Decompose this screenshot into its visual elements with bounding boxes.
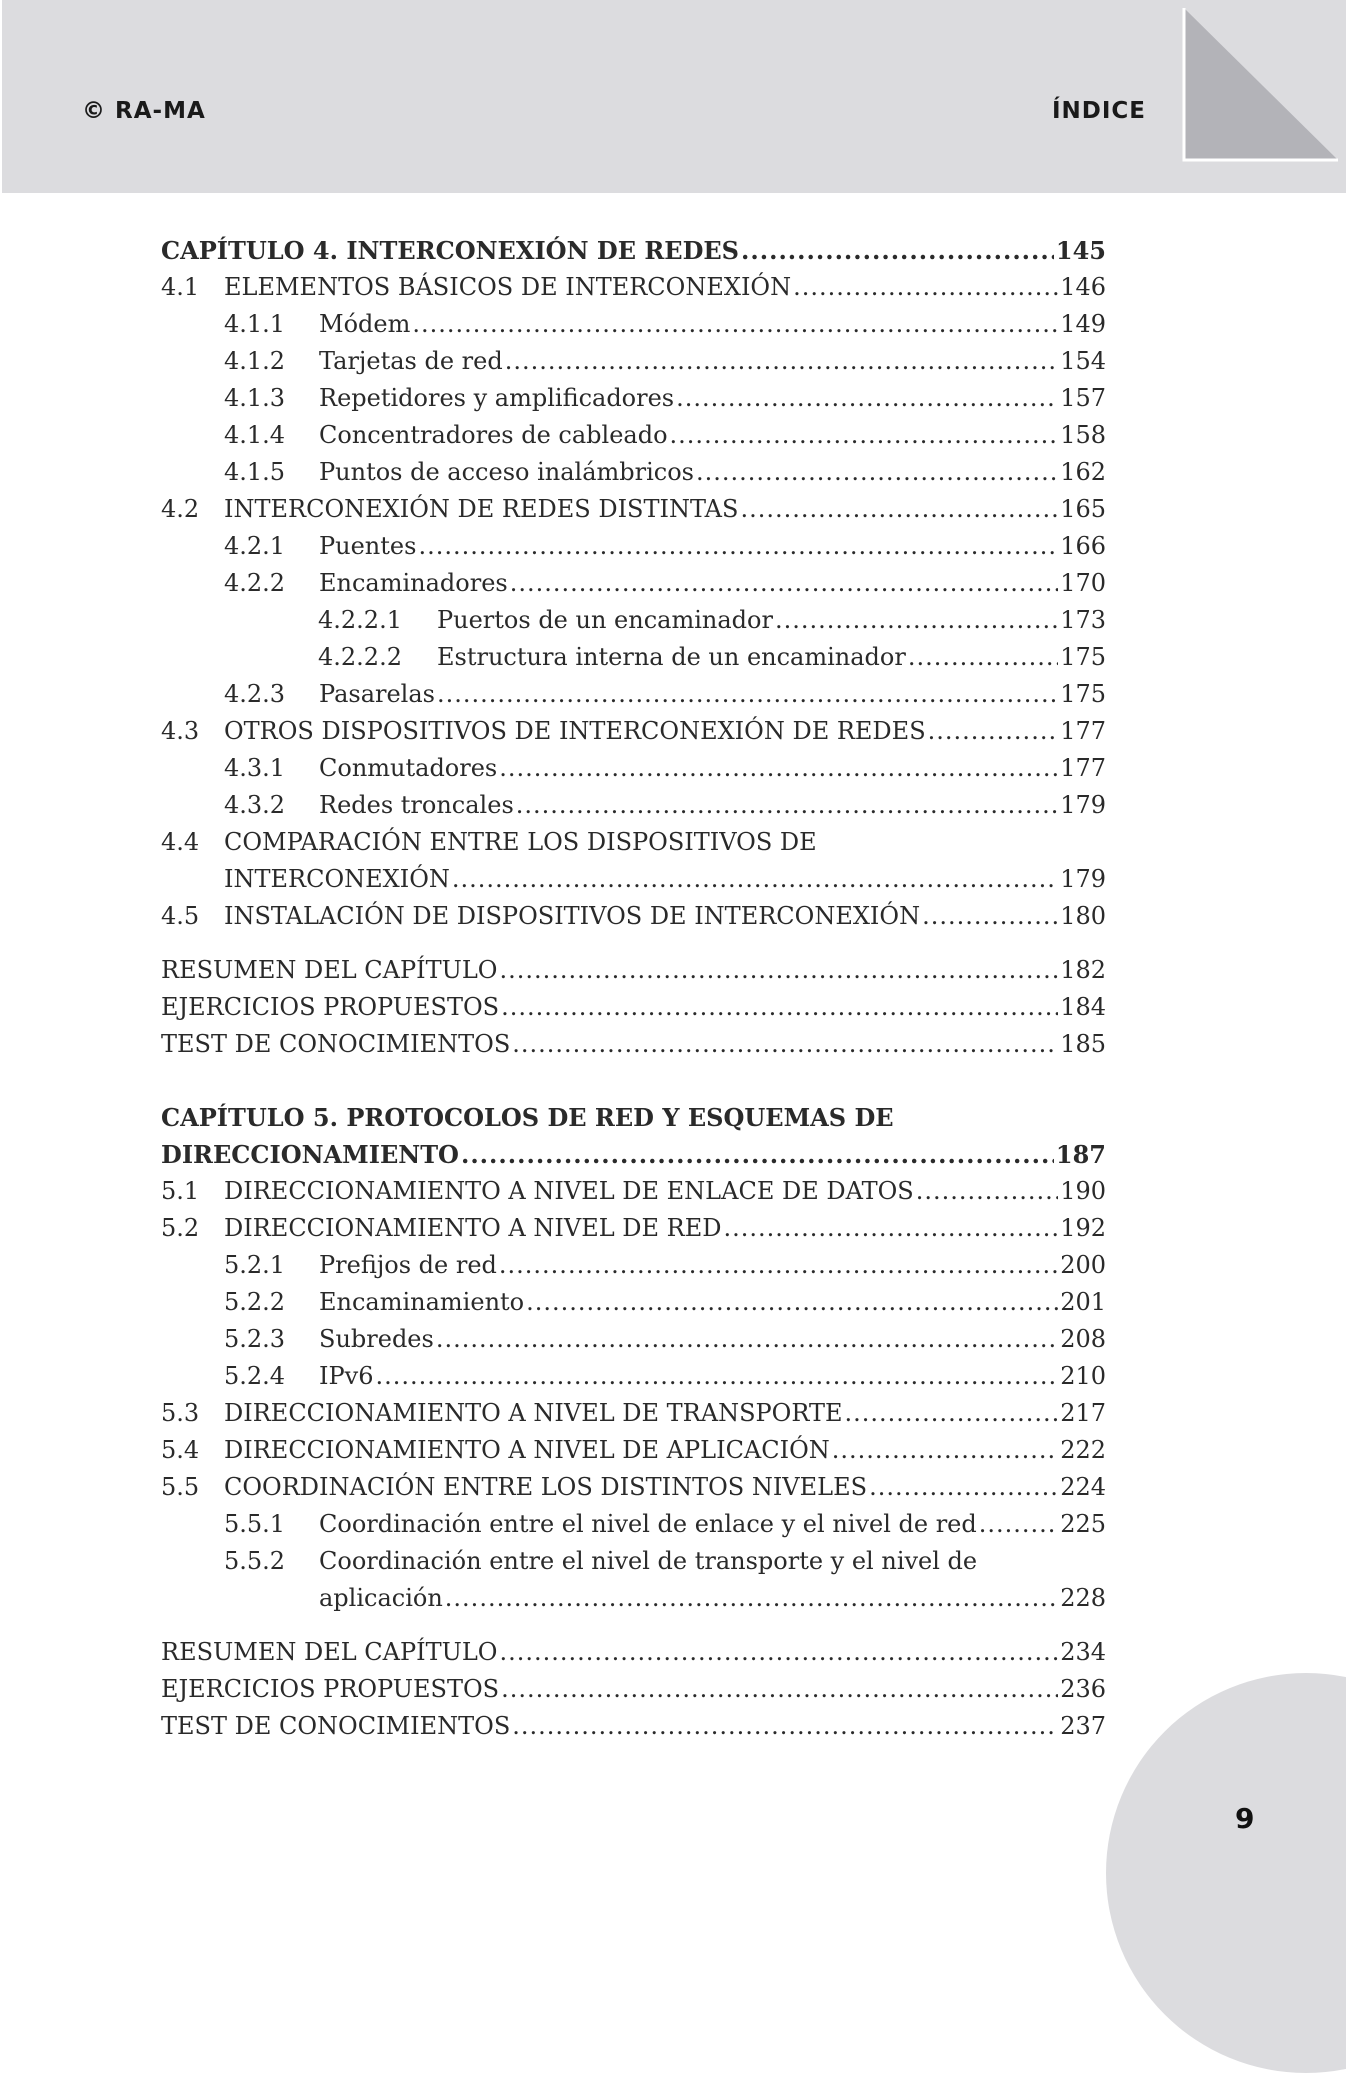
toc-entry-4-4-line2[interactable] xyxy=(224,865,1106,902)
toc-leader xyxy=(499,754,1058,782)
toc-number: 5.2.2 xyxy=(224,1288,286,1316)
toc-entry-4-2[interactable] xyxy=(161,495,1106,532)
toc-title: Puertos de un encaminador xyxy=(437,606,773,634)
toc-number: 5.1 xyxy=(161,1177,200,1205)
toc-title: IPv6 xyxy=(319,1362,374,1390)
toc-leader xyxy=(499,1638,1058,1666)
toc-title: Redes troncales xyxy=(319,791,514,819)
toc-title: Puntos de acceso inalámbricos xyxy=(319,458,694,486)
toc-number: 5.5 xyxy=(161,1473,200,1501)
toc-leader xyxy=(512,1712,1058,1740)
toc-number: 5.2.1 xyxy=(224,1251,286,1279)
toc-page: 224 xyxy=(1060,1473,1106,1501)
toc-exercises-4[interactable] xyxy=(161,993,1106,1030)
toc-title: Coordinación entre el nivel de enlace y el nivel de red xyxy=(319,1510,977,1538)
toc-number: 4.2.2 xyxy=(224,569,286,597)
toc-entry-4-3-1[interactable] xyxy=(224,754,1106,791)
toc-page: 157 xyxy=(1060,384,1106,412)
toc-leader xyxy=(775,606,1058,634)
toc-page: 182 xyxy=(1060,956,1106,984)
toc-entry-4-3-2[interactable] xyxy=(224,791,1106,828)
toc-summary-4[interactable] xyxy=(161,956,1106,993)
toc-number: 4.2 xyxy=(161,495,200,523)
section-title: ÍNDICE xyxy=(1051,98,1146,124)
toc-leader xyxy=(928,717,1059,745)
toc-leader xyxy=(501,993,1058,1021)
toc-number: 5.4 xyxy=(161,1436,200,1464)
toc-number: 4.1 xyxy=(161,273,200,301)
toc-page: 222 xyxy=(1060,1436,1106,1464)
toc-page: 177 xyxy=(1060,754,1106,782)
toc-test-4[interactable] xyxy=(161,1030,1106,1067)
toc-title: DIRECCIONAMIENTO xyxy=(161,1140,459,1169)
page-number: 9 xyxy=(1235,1802,1255,1835)
toc-entry-4-4-line1[interactable] xyxy=(161,828,817,865)
toc-page: 228 xyxy=(1060,1584,1106,1612)
toc-leader xyxy=(670,421,1059,449)
toc-number: 5.3 xyxy=(161,1399,200,1427)
toc-leader xyxy=(418,532,1058,560)
toc-number: 5.5.2 xyxy=(224,1547,286,1575)
toc-number: 5.2.4 xyxy=(224,1362,286,1390)
toc-entry-5-1[interactable] xyxy=(161,1177,1106,1214)
toc-entry-4-2-2-1[interactable] xyxy=(318,606,1106,643)
toc-page: 184 xyxy=(1060,993,1106,1021)
toc-page: 173 xyxy=(1060,606,1106,634)
toc-number: 4.3.2 xyxy=(224,791,286,819)
toc-entry-4-1-1[interactable] xyxy=(224,310,1106,347)
toc-entry-4-1-4[interactable] xyxy=(224,421,1106,458)
toc-leader xyxy=(922,902,1058,930)
toc-leader xyxy=(501,1675,1058,1703)
toc-chapter-5-line2[interactable] xyxy=(161,1140,1106,1177)
toc-title: Prefijos de red xyxy=(319,1251,497,1279)
toc-leader xyxy=(499,1251,1058,1279)
toc-entry-4-1[interactable] xyxy=(161,273,1106,310)
toc-page: 180 xyxy=(1060,902,1106,930)
toc-leader xyxy=(793,273,1058,301)
toc-title: aplicación xyxy=(319,1584,443,1612)
toc-leader xyxy=(512,1030,1058,1058)
toc-page: 225 xyxy=(1060,1510,1106,1538)
toc-entry-4-2-3[interactable] xyxy=(224,680,1106,717)
toc-leader xyxy=(916,1177,1058,1205)
toc-leader xyxy=(499,956,1058,984)
toc-number: 4.1.1 xyxy=(224,310,286,338)
toc-leader xyxy=(979,1510,1058,1538)
toc-chapter-5-line1[interactable] xyxy=(161,1103,894,1140)
toc-page: 208 xyxy=(1060,1325,1106,1353)
toc-leader xyxy=(445,1584,1058,1612)
toc-title: DIRECCIONAMIENTO A NIVEL DE RED xyxy=(224,1214,722,1242)
toc-number: 4.3 xyxy=(161,717,200,745)
toc-leader xyxy=(516,791,1058,819)
toc-entry-4-5[interactable] xyxy=(161,902,1106,939)
toc-title: Concentradores de cableado xyxy=(319,421,668,449)
toc-title: Puentes xyxy=(319,532,417,560)
toc-entry-5-5[interactable] xyxy=(161,1473,1106,1510)
toc-title: CAPÍTULO 5. PROTOCOLOS DE RED Y ESQUEMAS DE xyxy=(161,1103,894,1132)
toc-title: EJERCICIOS PROPUESTOS xyxy=(161,1675,500,1703)
toc-leader xyxy=(741,236,1054,265)
toc-title: Encaminadores xyxy=(319,569,508,597)
toc-exercises-5[interactable] xyxy=(161,1675,1106,1712)
toc-page: 210 xyxy=(1060,1362,1106,1390)
toc-page: 154 xyxy=(1060,347,1106,375)
toc-leader xyxy=(740,495,1058,523)
toc-number: 4.2.1 xyxy=(224,532,286,560)
toc-entry-4-2-2-2[interactable] xyxy=(318,643,1106,680)
toc-test-5[interactable] xyxy=(161,1712,1106,1749)
toc-title: ELEMENTOS BÁSICOS DE INTERCONEXIÓN xyxy=(224,273,792,301)
toc-number: 4.1.3 xyxy=(224,384,286,412)
toc-title: Estructura interna de un encaminador xyxy=(437,643,906,671)
toc-page: 170 xyxy=(1060,569,1106,597)
toc-entry-4-2-1[interactable] xyxy=(224,532,1106,569)
toc-page: 185 xyxy=(1060,1030,1106,1058)
toc-leader xyxy=(696,458,1058,486)
toc-page: 166 xyxy=(1060,532,1106,560)
toc-page: 158 xyxy=(1060,421,1106,449)
toc-title: COMPARACIÓN ENTRE LOS DISPOSITIVOS DE xyxy=(224,828,817,856)
toc-title: Pasarelas xyxy=(319,680,435,708)
toc-number: 4.4 xyxy=(161,828,200,856)
toc-chapter-4[interactable] xyxy=(161,236,1106,273)
toc-title: Encaminamiento xyxy=(319,1288,525,1316)
page-corner-fold-icon xyxy=(1182,0,1344,162)
toc-entry-4-3[interactable] xyxy=(161,717,1106,754)
toc-entry-4-1-5[interactable] xyxy=(224,458,1106,495)
toc-leader xyxy=(452,865,1058,893)
toc-number: 4.2.2.1 xyxy=(318,606,402,634)
toc-leader xyxy=(676,384,1058,412)
toc-number: 5.2.3 xyxy=(224,1325,286,1353)
toc-title: DIRECCIONAMIENTO A NIVEL DE APLICACIÓN xyxy=(224,1436,830,1464)
toc-page: 175 xyxy=(1060,643,1106,671)
toc-page: 162 xyxy=(1060,458,1106,486)
toc-entry-5-2[interactable] xyxy=(161,1214,1106,1251)
toc-title: INSTALACIÓN DE DISPOSITIVOS DE INTERCONEXIÓN xyxy=(224,902,921,930)
toc-title: INTERCONEXIÓN DE REDES DISTINTAS xyxy=(224,495,739,523)
toc-leader xyxy=(869,1473,1058,1501)
toc-title: CAPÍTULO 4. INTERCONEXIÓN DE REDES xyxy=(161,236,740,265)
toc-page: 149 xyxy=(1060,310,1106,338)
page-header xyxy=(2,0,1346,193)
toc-entry-5-2-1[interactable] xyxy=(224,1251,1106,1288)
toc-page: 236 xyxy=(1060,1675,1106,1703)
toc-title: INTERCONEXIÓN xyxy=(224,865,450,893)
toc-page: 177 xyxy=(1060,717,1106,745)
toc-number: 4.1.5 xyxy=(224,458,286,486)
toc-title: Repetidores y amplificadores xyxy=(319,384,675,412)
publisher-label: © RA-MA xyxy=(82,98,206,124)
toc-entry-5-5-2-line2[interactable] xyxy=(319,1584,1106,1621)
toc-title: Coordinación entre el nivel de transporte y el nivel de xyxy=(319,1547,978,1575)
toc-page: 200 xyxy=(1060,1251,1106,1279)
toc-leader xyxy=(505,347,1058,375)
toc-page: 145 xyxy=(1055,236,1106,265)
toc-leader xyxy=(412,310,1058,338)
toc-page: 179 xyxy=(1060,791,1106,819)
toc-number: 4.1.2 xyxy=(224,347,286,375)
toc-entry-5-2-2[interactable] xyxy=(224,1288,1106,1325)
toc-number: 4.5 xyxy=(161,902,200,930)
toc-page: 179 xyxy=(1060,865,1106,893)
toc-leader xyxy=(436,1325,1058,1353)
toc-title: Tarjetas de red xyxy=(319,347,503,375)
toc-number: 4.2.2.2 xyxy=(318,643,402,671)
toc-title: Conmutadores xyxy=(319,754,498,782)
toc-leader xyxy=(845,1399,1059,1427)
toc-page: 234 xyxy=(1060,1638,1106,1666)
toc-title: Módem xyxy=(319,310,411,338)
toc-title: EJERCICIOS PROPUESTOS xyxy=(161,993,500,1021)
toc-leader xyxy=(461,1140,1054,1169)
toc-title: Subredes xyxy=(319,1325,434,1353)
toc-number: 4.1.4 xyxy=(224,421,286,449)
toc-leader xyxy=(375,1362,1058,1390)
toc-leader xyxy=(908,643,1058,671)
toc-page: 192 xyxy=(1060,1214,1106,1242)
toc-entry-5-2-3[interactable] xyxy=(224,1325,1106,1362)
toc-title: COORDINACIÓN ENTRE LOS DISTINTOS NIVELES xyxy=(224,1473,868,1501)
toc-page: 201 xyxy=(1060,1288,1106,1316)
toc-page: 187 xyxy=(1055,1140,1106,1169)
toc-number: 5.2 xyxy=(161,1214,200,1242)
toc-number: 4.3.1 xyxy=(224,754,286,782)
toc-leader xyxy=(724,1214,1059,1242)
toc-title: DIRECCIONAMIENTO A NIVEL DE TRANSPORTE xyxy=(224,1399,843,1427)
toc-entry-5-2-4[interactable] xyxy=(224,1362,1106,1399)
toc-title: RESUMEN DEL CAPÍTULO xyxy=(161,1638,498,1666)
toc-entry-5-5-2-line1[interactable] xyxy=(224,1547,977,1584)
toc-page: 175 xyxy=(1060,680,1106,708)
toc-page: 217 xyxy=(1060,1399,1106,1427)
toc-entry-5-3[interactable] xyxy=(161,1399,1106,1436)
toc-entry-4-1-2[interactable] xyxy=(224,347,1106,384)
toc-entry-4-1-3[interactable] xyxy=(224,384,1106,421)
toc-entry-5-4[interactable] xyxy=(161,1436,1106,1473)
toc-page: 237 xyxy=(1060,1712,1106,1740)
toc-page: 190 xyxy=(1060,1177,1106,1205)
toc-entry-4-2-2[interactable] xyxy=(224,569,1106,606)
toc-leader xyxy=(437,680,1058,708)
toc-page: 146 xyxy=(1060,273,1106,301)
toc-number: 5.5.1 xyxy=(224,1510,286,1538)
toc-title: RESUMEN DEL CAPÍTULO xyxy=(161,956,498,984)
toc-title: TEST DE CONOCIMIENTOS xyxy=(161,1712,511,1740)
toc-leader xyxy=(526,1288,1058,1316)
toc-title: TEST DE CONOCIMIENTOS xyxy=(161,1030,511,1058)
toc-leader xyxy=(832,1436,1058,1464)
page-number-circle xyxy=(1106,1673,1346,2073)
toc-title: OTROS DISPOSITIVOS DE INTERCONEXIÓN DE REDES xyxy=(224,717,926,745)
toc-title: DIRECCIONAMIENTO A NIVEL DE ENLACE DE DATOS xyxy=(224,1177,914,1205)
toc-page: 165 xyxy=(1060,495,1106,523)
toc-summary-5[interactable] xyxy=(161,1638,1106,1675)
toc-number: 4.2.3 xyxy=(224,680,286,708)
toc-leader xyxy=(510,569,1058,597)
toc-entry-5-5-1[interactable] xyxy=(224,1510,1106,1547)
